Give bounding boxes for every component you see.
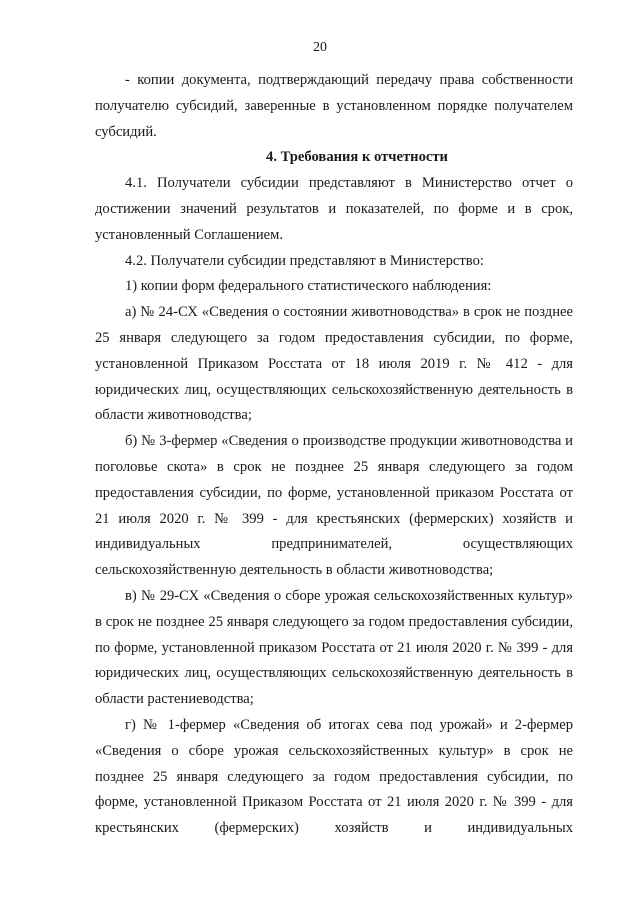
paragraph-4-2: 4.2. Получатели субсидии представляют в Министерство: bbox=[125, 252, 484, 269]
paragraph-item-b: б) № 3-фермер «Сведения о производстве продукции животноводства и поголовье скота» в срок не позднее 25 января следующего за годом предоставления субсидии, по форме, установленной приказом Росстата от 21 июля 2020 г. № 399 - для крестьянских (фермерских) хозяйств и индивидуальных предпринимателей, осуществляющих сельскохозяйственную деятельность в области животноводства; bbox=[95, 433, 573, 579]
paragraph-item-1: 1) копии форм федерального статистического наблюдения: bbox=[125, 278, 492, 295]
paragraph-item-a: а) № 24-СХ «Сведения о состоянии животноводства» в срок не позднее 25 января следующего за годом предоставления субсидии, по форме, установленной Приказом Росстата от 18 июля 2019 г. № 412 - для юридических лиц, осуществляющих сельскохозяйственную деятельность в области животноводства; bbox=[95, 304, 573, 424]
document-body bbox=[95, 68, 573, 842]
paragraph-item-v: в) № 29-СХ «Сведения о сборе урожая сельскохозяйственных культур» в срок не позднее 25 января следующего за годом предоставления субсидии, по форме, установленной приказом Росстата от 21 июля 2020 г. № 399 - для юридических лиц, осуществляющих сельскохозяйственную деятельность в области растениеводства; bbox=[95, 587, 573, 708]
section-heading-reporting-requirements: 4. Требования к отчетности bbox=[266, 149, 448, 166]
page-number: 20 bbox=[313, 40, 327, 55]
paragraph-4-1: 4.1. Получатели субсидии представляют в Министерство отчет о достижении значений результатов и показателей, по форме и в срок, установленный Соглашением. bbox=[95, 175, 573, 243]
paragraph-item-g: г) № 1-фермер «Сведения об итогах сева под урожай» и 2-фермер «Сведения о сборе урожая сельскохозяйственных культур» в срок не позднее 25 января следующего за годом предоставления субсидии, по форме, установленной Приказом Росстата от 21 июля 2020 г. № 399 - для крестьянских (фермерских) хозяйств и индивидуальных bbox=[95, 716, 573, 837]
paragraph-copies-of-documents: - копии документа, подтверждающий передачу права собственности получателю субсидий, заверенные в установленном порядке получателем субсидий. bbox=[95, 72, 573, 140]
